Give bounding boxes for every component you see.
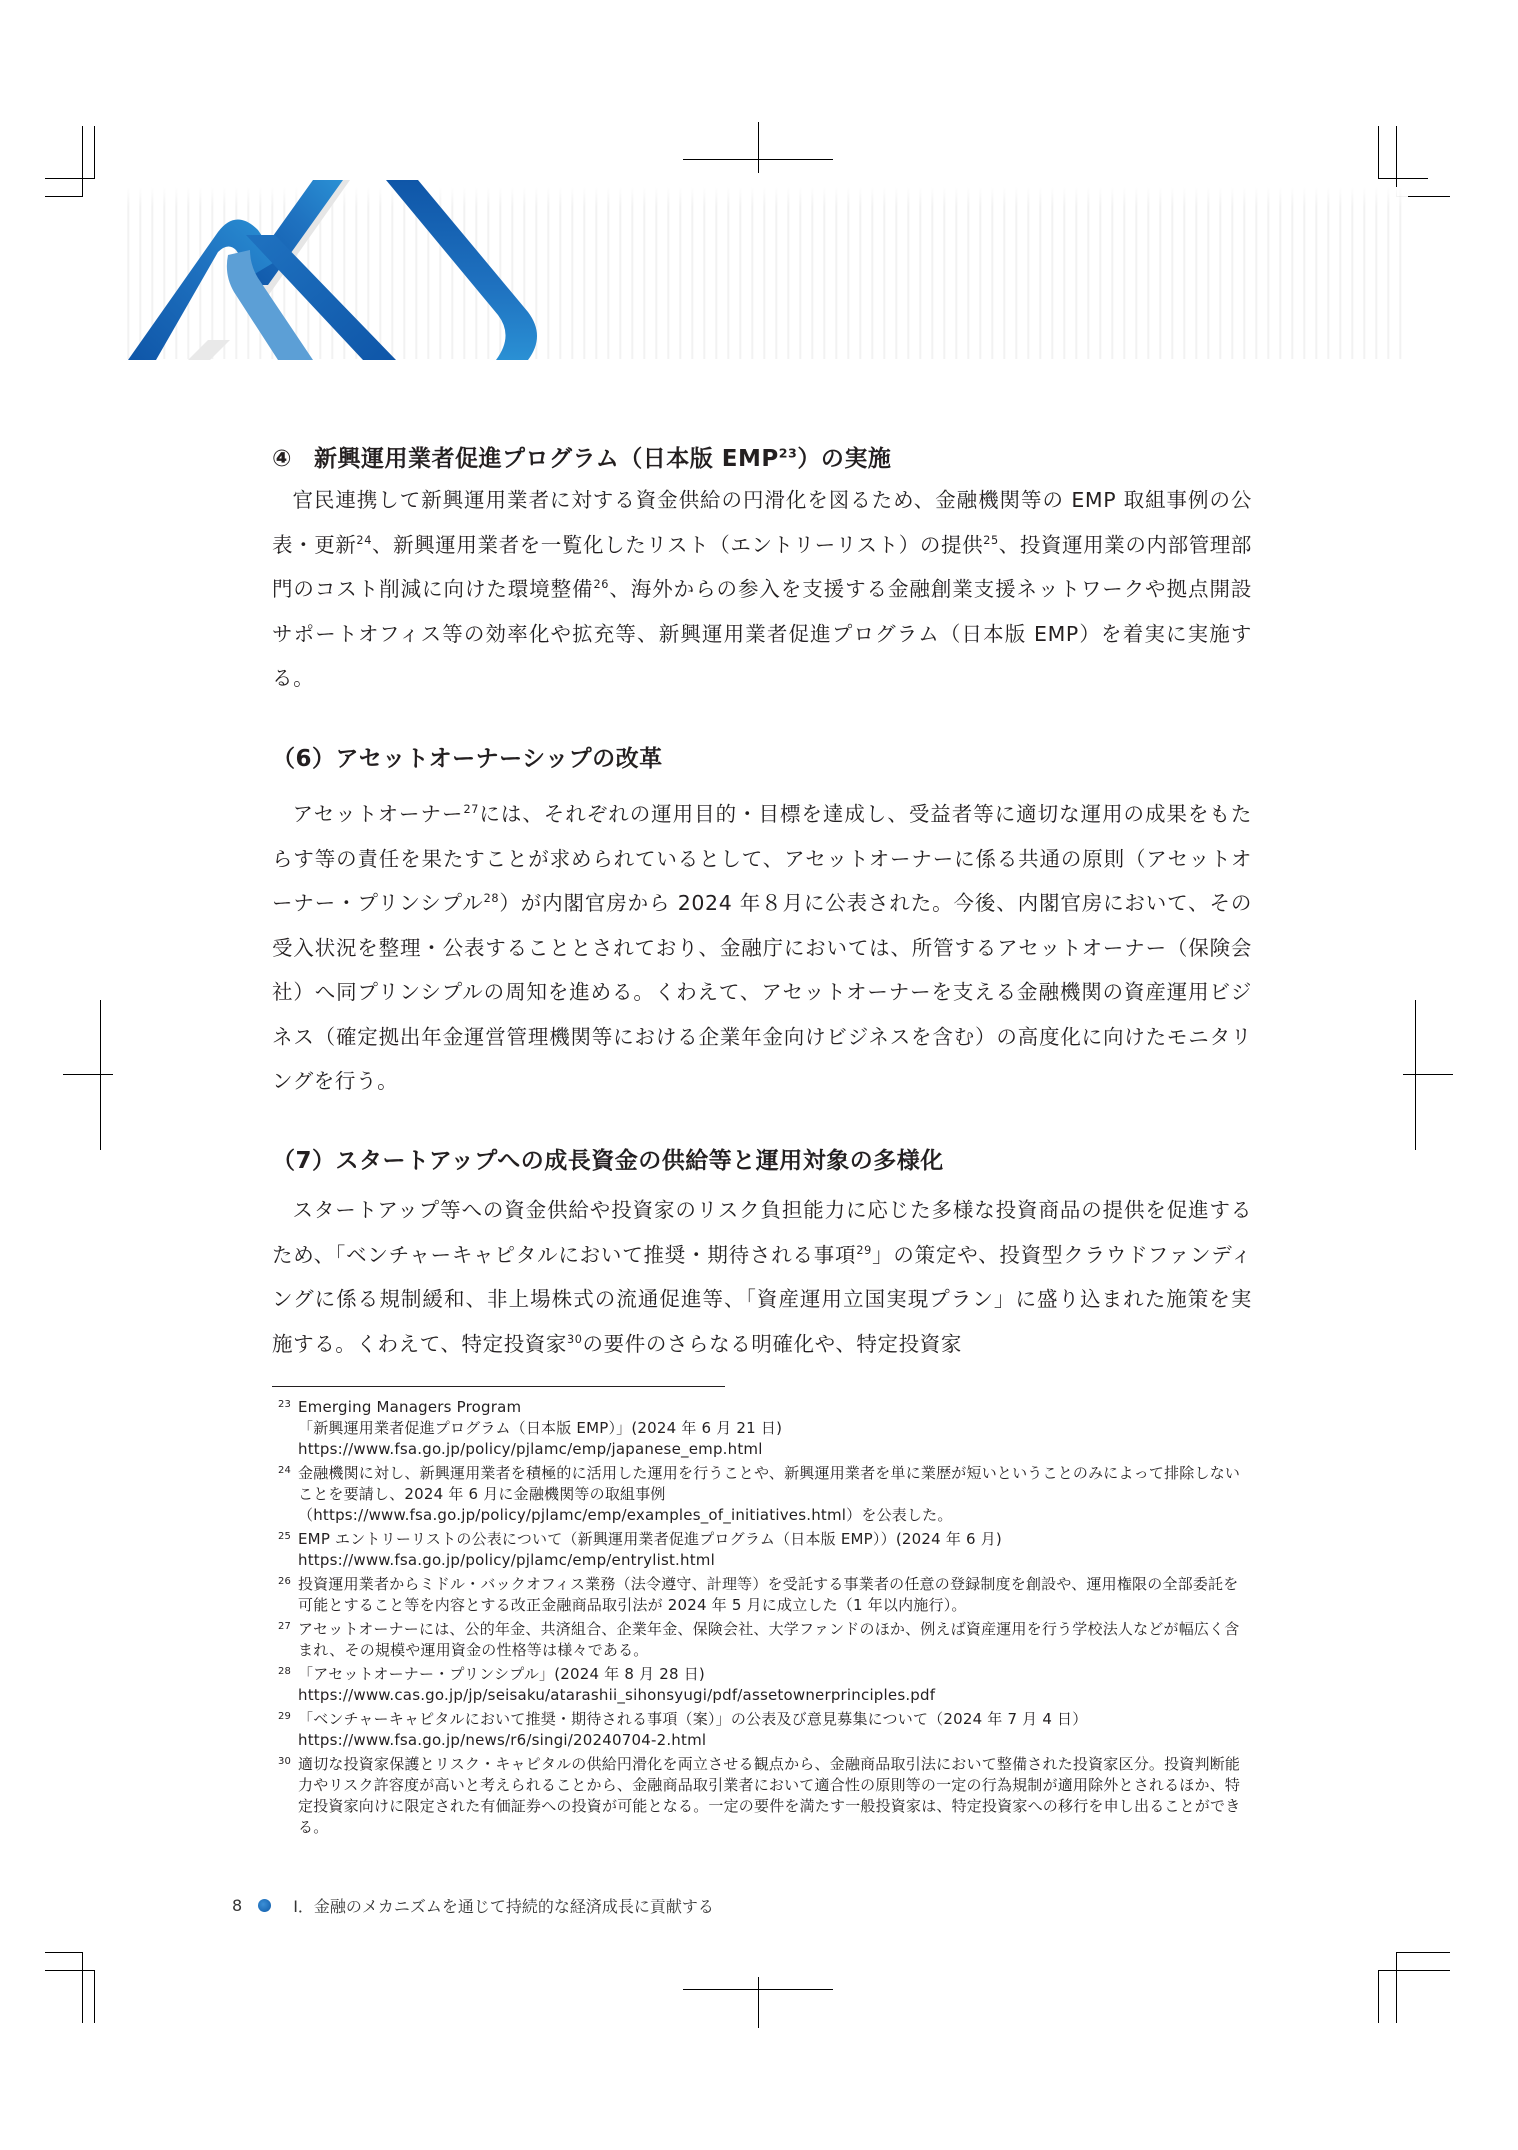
footnotes [272, 1397, 1252, 1838]
crop-mark-tr-h1 [1378, 178, 1428, 179]
footnote-28 [272, 1664, 1252, 1706]
footnote-ref-28[interactable]: 28 [483, 892, 500, 906]
footnote-line: 「ベンチャーキャピタルにおいて推奨・期待される事項（案）」の公表及び意見募集について（2024 年 7 月 4 日） [298, 1710, 1088, 1728]
crop-mark-bl-h2 [45, 1970, 95, 1971]
text-run: ）が内閣官房から 2024 年８月に公表された。今後、内閣官房において、その受入状況を整理・公表することとされており、金融庁においては、所管するアセットオーナー（保険会社）へ同プリンシプルの周知を進める。くわえて、アセットオーナーを支える金融機関の資産運用ビジネス（確定拠出年金運営管理機関等における企業年金向けビジネスを含む）の高度化に向けたモニタリングを行う。 [272, 891, 1252, 1093]
footnote-line: 投資運用業者からミドル・バックオフィス業務（法令遵守、計理等）を受託する事業者の任意の登録制度を創設や、運用権限の全部委託を可能とすること等を内容とする改正金融商品取引法が 2024 年 5 月に成立した（1 年以内施行）。 [298, 1575, 1239, 1614]
footnote-separator [272, 1386, 725, 1387]
section-heading-startup [272, 1142, 944, 1175]
crop-mark-bl-h1 [45, 1952, 82, 1953]
text-run: 、海外からの参入を支援する金融創業支援ネットワークや拠点開設サポートオフィス等の効率化や拡充等、新興運用業者促進プログラム（日本版 EMP）を着実に実施する。 [272, 577, 1252, 690]
footnote-number: 30 [278, 1756, 292, 1767]
section-number: （7） [272, 1148, 336, 1174]
footnote-ref-26[interactable]: 26 [593, 578, 610, 592]
section-number: ④ [272, 446, 292, 472]
heading-text-suffix: ）の実施 [797, 446, 892, 472]
heading-text: アセットオーナーシップの改革 [335, 746, 663, 772]
paragraph-startup [272, 1188, 1252, 1366]
text-run: 、投資運用業の内部管理部門のコスト削減に向けた環境整備 [272, 532, 1253, 601]
footnote-number: 28 [278, 1666, 292, 1677]
crop-mark-tl-h1 [45, 178, 95, 179]
footnote-line: 金融機関に対し、新興運用業者を積極的に活用した運用を行うことや、新興運用業者を単に業歴が短いということのみによって排除しないことを要請し、2024 年 6 月に金融機関等の取組事例 [298, 1464, 1241, 1503]
footnote-line: 適切な投資家保護とリスク・キャピタルの供給円滑化を両立させる観点から、金融商品取引法において整備された投資家区分。投資判断能力やリスク許容度が高いと考えられることから、金融商品取引業者において適合性の原則等の一定の行為規制が適用除外とされるほか、特定投資家向けに限定された有価証券への投資が可能となる。一定の要件を満たす一般投資家は、特定投資家への移行を申し出ることができる。 [298, 1755, 1241, 1836]
text-run: アセットオーナー [292, 802, 464, 826]
footnote-line: 「アセットオーナー・プリンシプル」(2024 年 8 月 28 日) [298, 1665, 705, 1683]
text-run: には、それぞれの運用目的・目標を達成し、受益者等に適切な運用の成果をもたらす等の責任を果たすことが求められているとして、アセットオーナーに係る共通の原則（アセットオーナー・プリンシプル [272, 802, 1252, 915]
footnote-line: 「新興運用業者促進プログラム（日本版 EMP）」(2024 年 6 月 21 日) [298, 1419, 783, 1437]
footnote-link[interactable]: （https://www.fsa.go.jp/policy/pjlamc/emp/examples_of_initiatives.html）を公表した。 [298, 1506, 953, 1524]
crop-mark-bl-v1 [82, 1952, 83, 2023]
footnote-ref-25[interactable]: 25 [983, 533, 999, 547]
reg-mark-right-v [1415, 1000, 1416, 1150]
footnote-25 [272, 1529, 1252, 1571]
footnote-number: 27 [278, 1621, 292, 1632]
reg-mark-left-h [63, 1074, 113, 1075]
footnote-line: アセットオーナーには、公的年金、共済組合、企業年金、保険会社、大学ファンドのほか、例えば資産運用を行う学校法人などが幅広く含まれ、その規模や運用資金の性格等は様々である。 [298, 1620, 1240, 1659]
footnote-ref-23[interactable]: 23 [778, 445, 798, 461]
text-run: の要件のさらなる明確化や、特定投資家 [582, 1331, 962, 1356]
section-number: （6） [272, 746, 336, 772]
reg-mark-bottom-v [758, 1977, 759, 2028]
reg-mark-top-v [758, 122, 759, 173]
footnote-27 [272, 1619, 1252, 1661]
footnote-30 [272, 1754, 1252, 1838]
footnote-ref-27[interactable]: 27 [463, 803, 480, 817]
footnote-ref-24[interactable]: 24 [356, 533, 372, 547]
page-footer [232, 1894, 714, 1917]
footnote-link[interactable]: https://www.fsa.go.jp/policy/pjlamc/emp/japanese_emp.html [298, 1440, 763, 1458]
reg-mark-left-v [100, 1000, 101, 1150]
crop-mark-bl-v2 [94, 1970, 95, 2023]
crop-mark-tl-v2 [94, 126, 95, 179]
footnote-line: EMP エントリーリストの公表について（新興運用業者促進プログラム（日本版 EMP））(2024 年 6 月) [298, 1530, 1002, 1548]
footnote-number: 23 [278, 1399, 292, 1410]
footnote-24 [272, 1463, 1252, 1526]
footnote-number: 29 [278, 1711, 292, 1722]
footnote-number: 24 [278, 1465, 292, 1476]
heading-text: 新興運用業者促進プログラム（日本版 EMP [313, 446, 779, 472]
footnote-26 [272, 1574, 1252, 1616]
ribbon-logo-icon [118, 180, 678, 360]
footnote-link[interactable]: https://www.fsa.go.jp/policy/pjlamc/emp/entrylist.html [298, 1551, 715, 1569]
footnote-29 [272, 1709, 1252, 1751]
blue-dot-icon [258, 1899, 271, 1912]
crop-mark-tr-v1 [1378, 126, 1379, 179]
crop-mark-tl-h2 [45, 196, 82, 197]
heading-text: スタートアップへの成長資金の供給等と運用対象の多様化 [335, 1148, 944, 1174]
footnote-number: 26 [278, 1576, 292, 1587]
crop-mark-br-v2 [1396, 1952, 1397, 2023]
footnote-ref-30[interactable]: 30 [567, 1332, 583, 1346]
text-run: 」の策定や、投資型クラウドファンディングに係る規制緩和、非上場株式の流通促進等、「資産運用立国実現プラン」に盛り込まれた施策を実施する。くわえて、特定投資家 [272, 1242, 1252, 1356]
reg-mark-right-h [1403, 1074, 1453, 1075]
crop-mark-tl-v1 [82, 126, 83, 197]
paragraph-emp [272, 478, 1252, 701]
footnote-link[interactable]: https://www.fsa.go.jp/news/r6/singi/20240704-2.html [298, 1731, 707, 1749]
text-run: スタートアップ等への資金供給や投資家のリスク負担能力に応じた多様な投資商品の提供を促進するため、「ベンチャーキャピタルにおいて推奨・期待される事項 [272, 1198, 1252, 1267]
page-number: 8 [232, 1896, 243, 1915]
paragraph-asset-ownership [272, 792, 1252, 1104]
chapter-title: Ⅰ．金融のメカニズムを通じて持続的な経済成長に貢献する [293, 1897, 714, 1916]
crop-mark-br-h1 [1396, 1952, 1450, 1953]
crop-mark-br-h2 [1378, 1970, 1450, 1971]
footnote-line: Emerging Managers Program [298, 1398, 522, 1416]
footnote-number: 25 [278, 1531, 292, 1542]
crop-mark-br-v1 [1378, 1970, 1379, 2023]
text-run: 官民連携して新興運用業者に対する資金供給の円滑化を図るため、金融機関等の EMP 取組事例の公表・更新 [272, 488, 1252, 557]
section-heading-asset-ownership [272, 740, 663, 773]
text-run: 、新興運用業者を一覧化したリスト（エントリーリスト）の提供 [371, 532, 984, 557]
footnote-ref-29[interactable]: 29 [856, 1243, 872, 1257]
section-heading-emp [272, 440, 891, 473]
footnote-link[interactable]: https://www.cas.go.jp/jp/seisaku/atarashii_sihonsyugi/pdf/assetownerprinciples.pdf [298, 1686, 936, 1704]
footnote-23 [272, 1397, 1252, 1460]
